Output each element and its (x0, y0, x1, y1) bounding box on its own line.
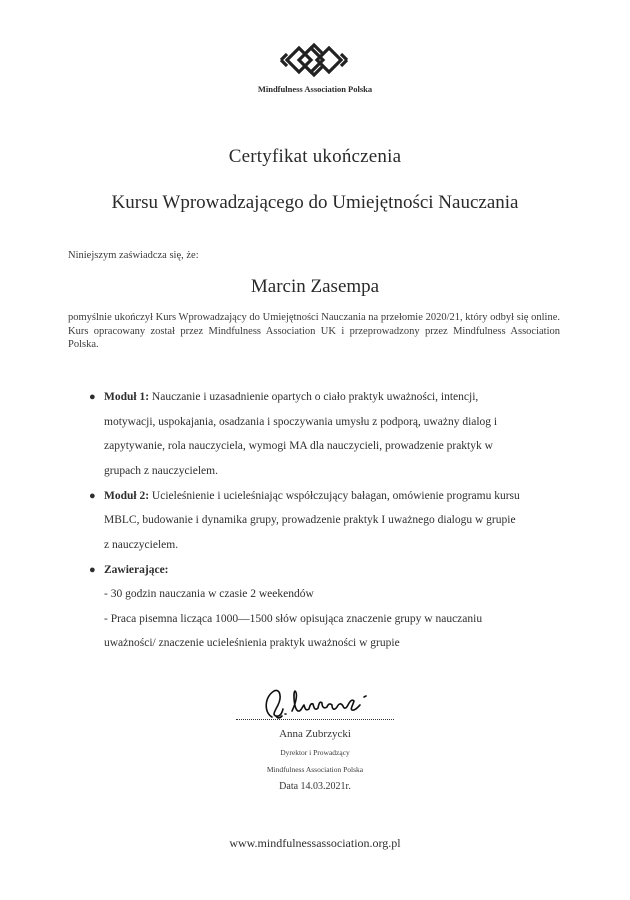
module-text: uważności/ znaczenie ucieleśnienia praktyk uważności w grupie (104, 637, 400, 649)
handwritten-signature (258, 683, 374, 723)
module-item (89, 558, 564, 656)
module-text: MBLC, budowanie i dynamika grupy, prowadzenie praktyk I uważnego dialogu w grupie (104, 514, 516, 526)
module-text: z nauczycielem. (104, 538, 179, 551)
module-list (89, 385, 564, 656)
endless-knot-logo-icon (277, 36, 351, 84)
module-text: zapytywanie, rola nauczyciela, wymogi MA dla nauczycieli, prowadzenie praktyk w (104, 440, 493, 452)
module-item (89, 385, 564, 483)
website-url: www.mindfulnessassociation.org.pl (229, 836, 401, 850)
module-label: Zawierające: (104, 563, 169, 576)
module-text: motywacji, uspokajania, osadzania i spoczywania umysłu z podporą, uważny dialog i (104, 415, 498, 428)
signer-name: Anna Zubrzycki (279, 728, 351, 740)
module-text: - 30 godzin nauczania w czasie 2 weekendów (104, 588, 314, 600)
recipient-name: Marcin Zasempa (250, 276, 380, 297)
bullet-icon: ● (89, 563, 96, 576)
issue-date: Data 14.03.2021r. (279, 781, 351, 792)
module-item (89, 484, 564, 558)
module-text: grupach z nauczycielem. (104, 464, 218, 477)
module-text: Nauczanie i uzasadnienie opartych o ciało praktyk uważności, intencji, (149, 391, 479, 403)
attestation-text: Niniejszym zaświadcza się, że: (68, 250, 199, 261)
module-label: Moduł 1: (104, 391, 150, 403)
module-text: Ucieleśnienie i ucieleśniając współczujący bałagan, omówienie programu kursu (149, 489, 520, 502)
course-title: Kursu Wprowadzającego do Umiejętności Nauczania (111, 192, 519, 213)
module-text: - Praca pisemna licząca 1000—1500 słów opisująca znaczenie grupy w nauczaniu (104, 612, 483, 625)
bullet-icon: ● (89, 391, 96, 403)
signer-organization: Mindfulness Association Polska (266, 765, 364, 774)
signer-role: Dyrektor i Prowadzący (280, 748, 350, 757)
signature-line (236, 719, 394, 720)
certificate-title: Certyfikat ukończenia (228, 146, 402, 167)
organization-name: Mindfulness Association Polska (257, 84, 373, 94)
completion-statement: pomyślnie ukończył Kurs Wprowadzający do Umiejętności Nauczania na przełomie 2020/21, który odbył się online. Kurs opracowany został przez Mindfulness Association UK i przeprowadzony przez Mindfulness Association Polska. (68, 312, 560, 350)
bullet-icon: ● (89, 489, 96, 502)
module-label: Moduł 2: (104, 489, 150, 502)
